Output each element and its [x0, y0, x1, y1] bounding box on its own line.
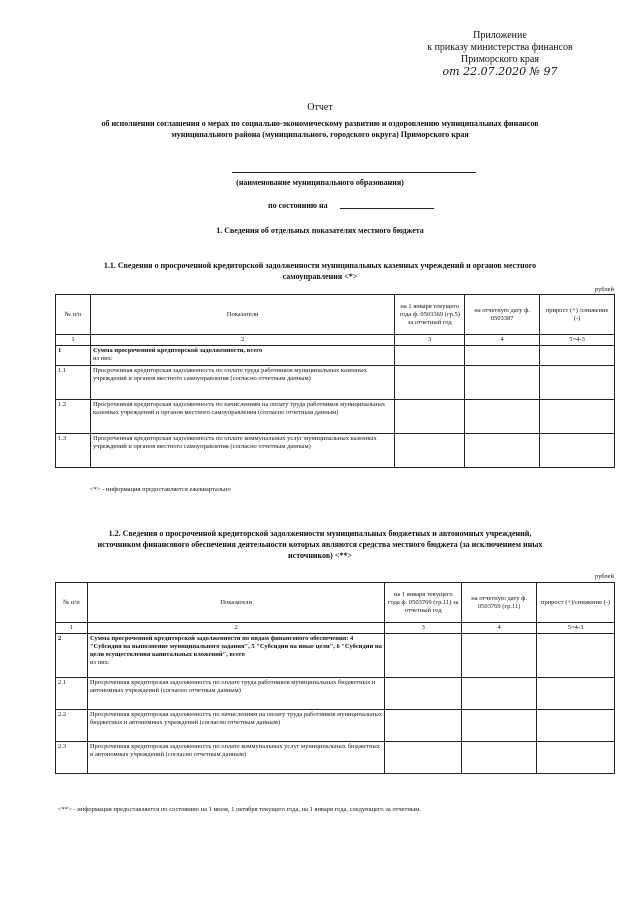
- table1-heading-1: 1.1. Сведения о просроченной кредиторской задолженности муниципальных казенных учреждений и органов местного: [103, 261, 537, 270]
- row-text-sub: из них:: [92, 355, 113, 362]
- table2-numcell: 5=4-3: [537, 623, 615, 634]
- table-row: [56, 710, 615, 742]
- table1-units: рублей: [594, 286, 614, 293]
- table-row: [56, 346, 615, 366]
- section-1-title: 1. Сведения об отдельных показателях местного бюджета: [216, 226, 424, 235]
- table1-heading-2: самоуправления <*>: [282, 272, 358, 281]
- row-value: [395, 346, 465, 366]
- row-value: [465, 346, 540, 366]
- table1-numcell: 2: [90, 335, 394, 346]
- row-text-main: Сумма просроченной кредиторской задолженности по видам финансового обеспечения: 4 "Субсидия на выполнение муниципального задания", 5 "Субсидии на иные цели", 6 "Субсидии на цели осуществления капитальных вложений", всего: [89, 635, 382, 658]
- table2-note: <**> - информация предоставляется по состоянию на 1 июля, 1 октября текущего года, на 1 января года, следующего за отчетным.: [58, 806, 421, 813]
- row-value: [540, 346, 615, 366]
- municipality-caption: (наименование муниципального образования): [236, 178, 404, 187]
- row-number: 2: [56, 634, 88, 678]
- row-text: Просроченная кредиторская задолженность по оплате коммунальных услуг муниципальных бюджетных и автономных учреждений (согласно отчетным данным): [87, 742, 384, 774]
- row-value: [395, 400, 465, 434]
- table1-note: <*> - информация предоставляется ежеквартально: [90, 486, 231, 493]
- appendix-title: Приложение: [473, 30, 527, 41]
- row-text-main: Сумма просроченной кредиторской задолженности, всего: [92, 347, 263, 354]
- table-row: [56, 400, 615, 434]
- row-number: 1.3: [56, 434, 91, 468]
- table1-numcell: 3: [395, 335, 465, 346]
- row-value: [395, 434, 465, 468]
- table1-col-jan1: на 1 января текущего года ф. 0503369 (гр.5) за отчетный год: [395, 295, 465, 335]
- row-value: [385, 678, 462, 710]
- row-value: [465, 366, 540, 400]
- table2-numcell: 3: [385, 623, 462, 634]
- appendix-order: к приказу министерства финансов: [427, 42, 573, 53]
- table1-col-report-date: на отчетную дату ф. 0503387: [465, 295, 540, 335]
- table2-col-change: прирост (+)/снижение (-): [537, 583, 615, 623]
- table1-numcell: 4: [465, 335, 540, 346]
- row-value: [395, 366, 465, 400]
- as-of-label: по состоянию на: [268, 201, 328, 210]
- table2-numbers-row: [56, 623, 615, 634]
- row-value: [537, 678, 615, 710]
- row-number: 1.2: [56, 400, 91, 434]
- row-text: [90, 346, 394, 366]
- row-value: [462, 710, 537, 742]
- row-value: [540, 366, 615, 400]
- table2-heading-2: источником финансового обеспечения деятельности которых являются средства местного бюджета (за исключением иных: [97, 540, 543, 549]
- row-text: Просроченная кредиторская задолженность по оплате коммунальных услуг муниципальных казенных учреждений и органов местного самоуправления (согласно отчетным данным): [90, 434, 394, 468]
- table1-numcell: 1: [56, 335, 91, 346]
- row-value: [537, 710, 615, 742]
- row-value: [462, 678, 537, 710]
- row-value: [385, 634, 462, 678]
- row-value: [462, 634, 537, 678]
- table1-col-change: прирост (+) /снижение (-): [540, 295, 615, 335]
- row-number: 2.2: [56, 710, 88, 742]
- report-title: Отчет: [307, 102, 333, 113]
- table2-header-row: [56, 583, 615, 623]
- row-text: Просроченная кредиторская задолженность по начислениям на оплату труда работников муниципальных бюджетных и автономных учреждений (согласно отчетным данным): [87, 710, 384, 742]
- row-value: [462, 742, 537, 774]
- row-value: [540, 400, 615, 434]
- table-row: [56, 366, 615, 400]
- row-value: [465, 400, 540, 434]
- table2-numcell: 4: [462, 623, 537, 634]
- row-number: 2.1: [56, 678, 88, 710]
- table-row: [56, 678, 615, 710]
- row-text: Просроченная кредиторская задолженность по оплате труда работников муниципальных бюджетных и автономных учреждений (согласно отчетным данным): [87, 678, 384, 710]
- table2-units: рублей: [594, 573, 614, 580]
- table-row: [56, 434, 615, 468]
- row-value: [537, 634, 615, 678]
- report-subtitle-1: об исполнении соглашения о мерах по социально-экономическому развитию и оздоровлению муниципальных финансов: [101, 119, 539, 128]
- table1-numbers-row: [56, 335, 615, 346]
- table2-heading-1: 1.2. Сведения о просроченной кредиторской задолженности муниципальных бюджетных и автономных учреждений,: [108, 529, 532, 538]
- row-value: [385, 710, 462, 742]
- table-row: [56, 634, 615, 678]
- row-number: 1.1: [56, 366, 91, 400]
- row-value: [540, 434, 615, 468]
- appendix-block: [390, 30, 610, 78]
- row-value: [385, 742, 462, 774]
- row-number: 1: [56, 346, 91, 366]
- table-row: [56, 742, 615, 774]
- table1-col-num: № п/п: [56, 295, 91, 335]
- row-text: [87, 634, 384, 678]
- row-value: [537, 742, 615, 774]
- row-text: Просроченная кредиторская задолженность по оплате труда работников муниципальных казенных учреждений и органов местного самоуправления (согласно отчетным данным): [90, 366, 394, 400]
- appendix-date-number: от 22.07.2020 № 97: [442, 65, 558, 78]
- table2-col-indicator: Показатели: [87, 583, 384, 623]
- table2-col-num: № п/п: [56, 583, 88, 623]
- row-text-sub: из них:: [89, 659, 110, 666]
- report-subtitle-2: муниципального района (муниципального, городского округа) Приморского края: [171, 130, 469, 139]
- row-text: Просроченная кредиторская задолженность по начислениям на оплату труда работников муниципальных казенных учреждений и органов местного самоуправления (согласно отчетным данным): [90, 400, 394, 434]
- table2-col-report-date: на отчетную дату ф. 0503769 (гр.11): [462, 583, 537, 623]
- table1-header-row: [56, 295, 615, 335]
- table2-numcell: 1: [56, 623, 88, 634]
- table2: [55, 582, 615, 774]
- as-of-line: [340, 208, 434, 209]
- table2-heading-3: источников) <**>: [288, 551, 352, 560]
- row-value: [465, 434, 540, 468]
- table2-numcell: 2: [87, 623, 384, 634]
- appendix-region: Приморского края: [461, 54, 539, 65]
- table1-numcell: 5=4-3: [540, 335, 615, 346]
- table2-col-jan1: на 1 января текущего года ф. 0503769 (гр.11) за отчетный год: [385, 583, 462, 623]
- table1: [55, 294, 615, 468]
- table1-col-indicator: Показатели: [90, 295, 394, 335]
- municipality-line: [232, 172, 476, 173]
- row-number: 2.3: [56, 742, 88, 774]
